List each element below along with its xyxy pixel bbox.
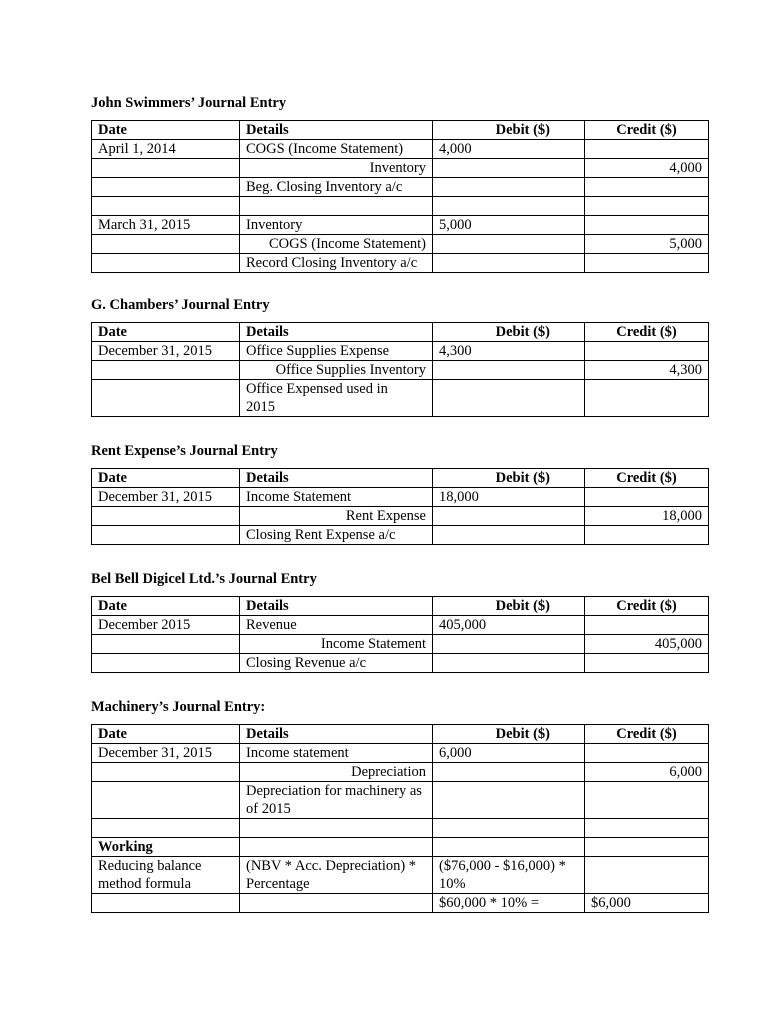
section-title-rent-expense: Rent Expense’s Journal Entry — [91, 443, 278, 459]
journal-table-bel-bell-digicel — [91, 596, 709, 673]
section-title-bel-bell-digicel: Bel Bell Digicel Ltd.’s Journal Entry — [91, 571, 317, 587]
cell-debit: 4,300 — [433, 342, 585, 361]
cell-credit — [585, 838, 709, 857]
cell-debit — [433, 197, 585, 216]
cell-details: Income statement — [240, 744, 433, 763]
header-date: Date — [92, 597, 240, 616]
table-row — [92, 254, 709, 273]
cell-credit — [585, 488, 709, 507]
cell-details — [240, 894, 433, 913]
table-row — [92, 616, 709, 635]
cell-debit — [433, 380, 585, 417]
cell-date — [92, 178, 240, 197]
table-row — [92, 507, 709, 526]
cell-debit: 405,000 — [433, 616, 585, 635]
cell-details: Inventory — [240, 216, 433, 235]
cell-date — [92, 507, 240, 526]
cell-working-label: Working — [92, 838, 240, 857]
cell-details — [240, 838, 433, 857]
cell-date — [92, 763, 240, 782]
cell-debit: ($76,000 - $16,000) * 10% — [433, 857, 585, 894]
cell-details: COGS (Income Statement) — [240, 140, 433, 159]
header-credit: Credit ($) — [585, 121, 709, 140]
cell-credit — [585, 857, 709, 894]
header-details: Details — [240, 323, 433, 342]
cell-date: December 31, 2015 — [92, 488, 240, 507]
section-title-machinery: Machinery’s Journal Entry: — [91, 699, 266, 715]
table-row — [92, 744, 709, 763]
cell-credit — [585, 140, 709, 159]
cell-date — [92, 235, 240, 254]
cell-date: Reducing balance method formula — [92, 857, 240, 894]
cell-details: (NBV * Acc. Depreciation) * Percentage — [240, 857, 433, 894]
cell-credit — [585, 342, 709, 361]
cell-credit — [585, 197, 709, 216]
header-debit: Debit ($) — [433, 469, 585, 488]
cell-date — [92, 361, 240, 380]
header-credit: Credit ($) — [585, 597, 709, 616]
table-row — [92, 819, 709, 838]
cell-details: Record Closing Inventory a/c — [240, 254, 433, 273]
cell-details — [240, 819, 433, 838]
table-row — [92, 140, 709, 159]
cell-debit — [433, 819, 585, 838]
cell-debit: 5,000 — [433, 216, 585, 235]
header-date: Date — [92, 725, 240, 744]
header-details: Details — [240, 121, 433, 140]
table-header-row — [92, 469, 709, 488]
header-credit: Credit ($) — [585, 725, 709, 744]
table-row — [92, 488, 709, 507]
cell-credit — [585, 819, 709, 838]
table-row — [92, 342, 709, 361]
cell-details: Income Statement — [240, 635, 433, 654]
cell-credit — [585, 616, 709, 635]
cell-debit — [433, 254, 585, 273]
table-row — [92, 526, 709, 545]
cell-debit — [433, 654, 585, 673]
table-row — [92, 380, 709, 417]
table-row — [92, 635, 709, 654]
cell-date — [92, 526, 240, 545]
cell-details: Revenue — [240, 616, 433, 635]
cell-credit — [585, 526, 709, 545]
header-date: Date — [92, 469, 240, 488]
cell-date: April 1, 2014 — [92, 140, 240, 159]
cell-date: December 31, 2015 — [92, 342, 240, 361]
cell-debit — [433, 159, 585, 178]
header-date: Date — [92, 121, 240, 140]
table-header-row — [92, 323, 709, 342]
table-row — [92, 782, 709, 819]
cell-details: COGS (Income Statement) — [240, 235, 433, 254]
cell-debit: 18,000 — [433, 488, 585, 507]
cell-debit — [433, 763, 585, 782]
cell-credit — [585, 654, 709, 673]
cell-date — [92, 159, 240, 178]
cell-details: Depreciation — [240, 763, 433, 782]
header-debit: Debit ($) — [433, 323, 585, 342]
cell-details — [240, 197, 433, 216]
header-details: Details — [240, 597, 433, 616]
cell-details: Inventory — [240, 159, 433, 178]
header-credit: Credit ($) — [585, 469, 709, 488]
cell-details: Closing Rent Expense a/c — [240, 526, 433, 545]
cell-credit: 4,300 — [585, 361, 709, 380]
cell-details: Beg. Closing Inventory a/c — [240, 178, 433, 197]
cell-debit — [433, 507, 585, 526]
cell-date: December 31, 2015 — [92, 744, 240, 763]
cell-debit — [433, 526, 585, 545]
cell-credit — [585, 254, 709, 273]
cell-date — [92, 654, 240, 673]
journal-table-john-swimmers — [91, 120, 709, 273]
cell-date — [92, 197, 240, 216]
cell-details: Office Supplies Inventory — [240, 361, 433, 380]
cell-debit — [433, 838, 585, 857]
cell-details: Depreciation for machinery as of 2015 — [240, 782, 433, 819]
cell-date — [92, 380, 240, 417]
table-row — [92, 857, 709, 894]
cell-details: Rent Expense — [240, 507, 433, 526]
cell-credit — [585, 782, 709, 819]
table-row — [92, 361, 709, 380]
cell-credit: 405,000 — [585, 635, 709, 654]
cell-date — [92, 819, 240, 838]
cell-details: Closing Revenue a/c — [240, 654, 433, 673]
cell-credit — [585, 178, 709, 197]
journal-table-rent-expense — [91, 468, 709, 545]
cell-date — [92, 635, 240, 654]
section-title-g-chambers: G. Chambers’ Journal Entry — [91, 297, 270, 313]
header-debit: Debit ($) — [433, 725, 585, 744]
cell-credit: $6,000 — [585, 894, 709, 913]
header-credit: Credit ($) — [585, 323, 709, 342]
cell-credit — [585, 380, 709, 417]
table-header-row — [92, 597, 709, 616]
cell-credit: 18,000 — [585, 507, 709, 526]
table-row — [92, 838, 709, 857]
cell-date: March 31, 2015 — [92, 216, 240, 235]
cell-credit: 4,000 — [585, 159, 709, 178]
header-details: Details — [240, 725, 433, 744]
cell-details: Office Supplies Expense — [240, 342, 433, 361]
cell-debit — [433, 635, 585, 654]
cell-debit — [433, 178, 585, 197]
table-header-row — [92, 725, 709, 744]
cell-date: December 2015 — [92, 616, 240, 635]
table-row — [92, 894, 709, 913]
cell-details: Income Statement — [240, 488, 433, 507]
header-debit: Debit ($) — [433, 121, 585, 140]
cell-debit — [433, 235, 585, 254]
table-row — [92, 763, 709, 782]
journal-table-g-chambers — [91, 322, 709, 417]
cell-date — [92, 254, 240, 273]
cell-debit — [433, 782, 585, 819]
cell-debit: $60,000 * 10% = — [433, 894, 585, 913]
cell-date — [92, 894, 240, 913]
table-row — [92, 178, 709, 197]
table-header-row — [92, 121, 709, 140]
table-row — [92, 197, 709, 216]
cell-details: Office Expensed used in 2015 — [240, 380, 433, 417]
header-details: Details — [240, 469, 433, 488]
cell-date — [92, 782, 240, 819]
cell-debit: 4,000 — [433, 140, 585, 159]
table-row — [92, 654, 709, 673]
cell-debit — [433, 361, 585, 380]
cell-credit — [585, 216, 709, 235]
cell-credit: 5,000 — [585, 235, 709, 254]
cell-debit: 6,000 — [433, 744, 585, 763]
table-row — [92, 235, 709, 254]
cell-credit: 6,000 — [585, 763, 709, 782]
section-title-john-swimmers: John Swimmers’ Journal Entry — [91, 95, 287, 111]
table-row — [92, 159, 709, 178]
journal-table-machinery — [91, 724, 709, 913]
header-debit: Debit ($) — [433, 597, 585, 616]
cell-credit — [585, 744, 709, 763]
table-row — [92, 216, 709, 235]
header-date: Date — [92, 323, 240, 342]
